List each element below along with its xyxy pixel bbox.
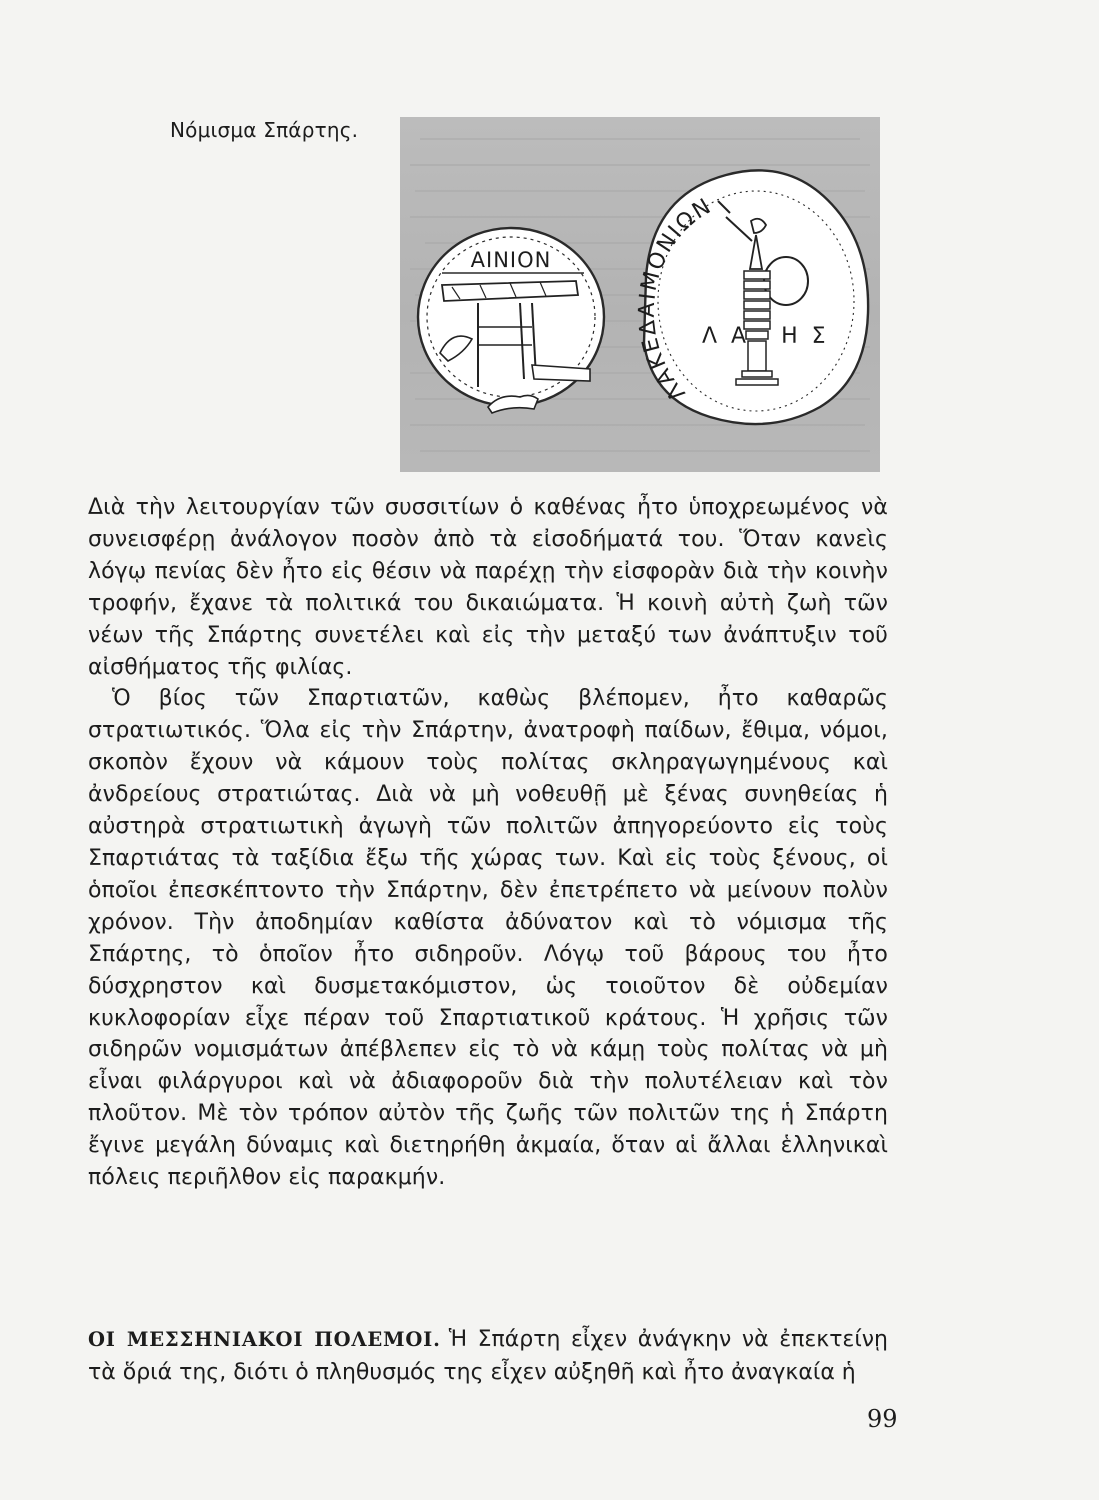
sparta-coin-drawing bbox=[400, 117, 880, 472]
coin-left bbox=[418, 228, 604, 413]
coin-right bbox=[635, 170, 868, 424]
page-number: 99 bbox=[867, 1405, 898, 1433]
section-messenian-wars bbox=[88, 1323, 888, 1389]
paragraph-spartan-life: Ὁ βίος τῶν Σπαρτιατῶν, καθὼς βλέπομεν, ἦτο καθαρῶς στρατιωτικός. Ὅλα εἰς τὴν Σπάρτην, ἀνατροφὴ παίδων, ἔθιμα, νόμοι, σκοπὸν ἔχουν νὰ κάμουν τοὺς πολίτας σκληραγωγημένους καὶ ἀνδρείους στρατιώτας. Διὰ νὰ μὴ νοθευθῇ μὲ ξένας συνηθείας ἡ αὐστηρὰ στρατιωτικὴ ἀγωγὴ τῶν πολιτῶν ἀπηγορεύοντο εἰς τοὺς Σπαρτιάτας τὰ ταξίδια ἔξω τῆς χώρας των. Καὶ εἰς τοὺς ξένους, οἱ ὁποῖοι ἐπεσκέπτοντο τὴν Σπάρτην, δὲν ἐπετρέπετο νὰ μείνουν πολὺν χρόνον. Τὴν ἀποδημίαν καθίστα ἀδύνατον καὶ τὸ νόμισμα τῆς Σπάρτης, τὸ ὁποῖον ἦτο σιδηροῦν. Λόγῳ τοῦ βάρους του ἦτο δύσχρηστον καὶ δυσμετακόμιστον, ὡς τοιοῦτον δὲ οὐδεμίαν κυκλοφορίαν εἶχε πέραν τοῦ Σπαρτιατικοῦ κράτους. Ἡ χρῆσις τῶν σιδηρῶν νομισμάτων ἀπέβλεπεν εἰς τὸ νὰ κάμῃ τοὺς πολίτας νὰ μὴ εἶναι φιλάργυροι καὶ νὰ ἀδιαφοροῦν διὰ τὴν πολυτέλειαν καὶ τὸν πλοῦτον. Μὲ τὸν τρόπον αὐτὸν τῆς ζωῆς τῶν πολιτῶν της ἡ Σπάρτη ἔγινε μεγάλη δύναμις καὶ διετηρήθη ἀκμαία, ὅταν αἱ ἄλλαι ἑλληνικαὶ πόλεις περιῆλθον εἰς παρακμήν. bbox=[88, 686, 888, 1191]
body-text bbox=[88, 492, 888, 1194]
coin-right-monogram: ΛΑ ΗΣ bbox=[702, 324, 840, 349]
figure-caption: Νόμισμα Σπάρτης. bbox=[170, 118, 359, 142]
coin-illustration-plate bbox=[400, 117, 880, 472]
section-text: Ἡ Σπάρτη εἶχεν ἀνάγκην νὰ ἐπεκτείνῃ τὰ ὅριά της, διότι ὁ πληθυσμός της εἶχεν αὐξηθῆ καὶ ἦτο ἀναγκαία ἡ bbox=[88, 1327, 889, 1385]
paragraph-syssitia: Διὰ τὴν λειτουργίαν τῶν συσσιτίων ὁ καθένας ἦτο ὑποχρεωμένος νὰ συνεισφέρῃ ἀνάλογον ποσὸν ἀπὸ τὰ εἰσοδήματά του. Ὅταν κανεὶς λόγῳ πενίας δὲν ἦτο εἰς θέσιν νὰ παρέχῃ τὴν εἰσφορὰν διὰ τὴν κοινὴν τροφήν, ἔχανε τὰ πολιτικά του δικαιώματα. Ἡ κοινὴ αὐτὴ ζωὴ τῶν νέων τῆς Σπάρτης συνετέλει καὶ εἰς τὴν μεταξύ των ἀνάπτυξιν τοῦ αἰσθήματος τῆς φιλίας. bbox=[88, 495, 888, 680]
coin-right-inscription: ΛΑΚΕΔΑΙΜΟΝΙΩΝ bbox=[634, 193, 717, 406]
coin-left-inscription: ΑΙΝΙΟΝ bbox=[470, 248, 552, 272]
section-heading: ΟΙ ΜΕΣΣΗΝΙΑΚΟΙ ΠΟΛΕΜΟΙ. bbox=[88, 1328, 441, 1351]
